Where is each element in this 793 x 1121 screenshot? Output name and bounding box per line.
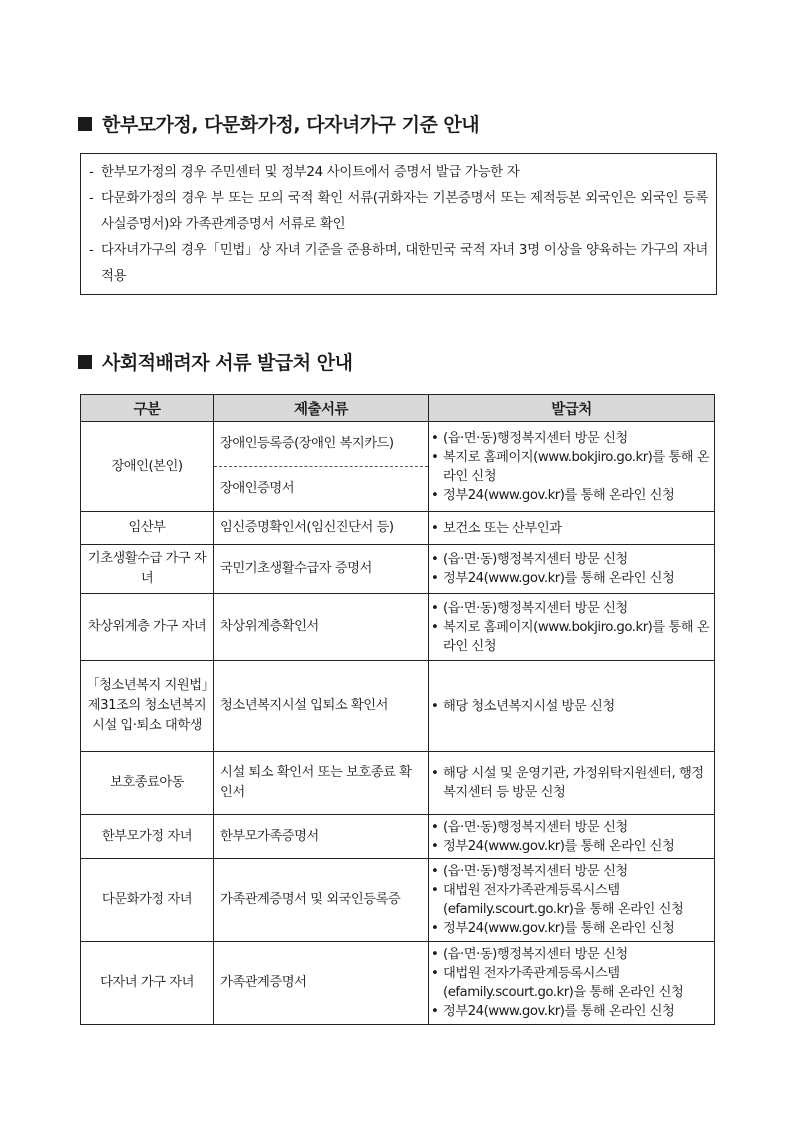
category-cell: 한부모가정 자녀 [81, 815, 214, 859]
issuer-cell [429, 942, 715, 1025]
issuer-item: • 정부24(www.gov.kr)를 통해 온라인 신청 [429, 837, 714, 856]
table-row [81, 815, 715, 859]
table-row [81, 661, 715, 752]
criteria-item: - 다자녀가구의 경우「민법」상 자녀 기준을 준용하며, 대한민국 국적 자녀 3명 이상을 양육하는 가구의 자녀 적용 [89, 243, 708, 284]
header-category: 구분 [81, 395, 214, 422]
issuer-cell [429, 422, 715, 512]
category-cell: 기초생활수급 가구 자녀 [81, 545, 214, 594]
table-row [81, 752, 715, 815]
square-bullet-icon [78, 117, 92, 131]
table-row [81, 512, 715, 545]
issuer-item: • (읍·면·동)행정복지센터 방문 신청 [429, 550, 714, 569]
issuer-item: • (읍·면·동)행정복지센터 방문 신청 [429, 945, 714, 964]
section-title-text: 한부모가정, 다문화가정, 다자녀가구 기준 안내 [102, 114, 480, 136]
issuer-item: • 정부24(www.gov.kr)를 통해 온라인 신청 [429, 919, 714, 938]
section-title-text: 사회적배려자 서류 발급처 안내 [102, 352, 353, 374]
document-cell: 가족관계증명서 [214, 942, 429, 1025]
issuer-item: • 복지로 홈페이지(www.bokjiro.go.kr)를 통해 온라인 신청 [429, 618, 714, 656]
issuer-cell [429, 752, 715, 815]
header-documents: 제출서류 [214, 395, 429, 422]
issuer-item: • (읍·면·동)행정복지센터 방문 신청 [429, 818, 714, 837]
issuer-item: • 해당 시설 및 운영기관, 가정위탁지원센터, 행정복지센터 등 방문 신청 [429, 764, 714, 802]
issuer-item: • 정부24(www.gov.kr)를 통해 온라인 신청 [429, 486, 714, 505]
document-cell: 장애인등록증(장애인 복지카드) [214, 422, 429, 467]
issuer-table [80, 394, 715, 1025]
issuer-item: • 복지로 홈페이지(www.bokjiro.go.kr)를 통해 온라인 신청 [429, 448, 714, 486]
table-row [81, 594, 715, 661]
category-cell: 다자녀 가구 자녀 [81, 942, 214, 1025]
document-cell: 임신증명확인서(임신진단서 등) [214, 512, 429, 545]
header-issuer: 발급처 [429, 395, 715, 422]
document-cell: 차상위계층확인서 [214, 594, 429, 661]
document-cell: 한부모가족증명서 [214, 815, 429, 859]
document-cell: 가족관계증명서 및 외국인등록증 [214, 859, 429, 942]
category-cell: 장애인(본인) [81, 422, 214, 512]
document-cell: 장애인증명서 [214, 467, 429, 512]
issuer-item: • (읍·면·동)행정복지센터 방문 신청 [429, 429, 714, 448]
issuer-item: • (읍·면·동)행정복지센터 방문 신청 [429, 599, 714, 618]
criteria-box [80, 153, 717, 295]
issuer-cell [429, 661, 715, 752]
issuer-cell [429, 594, 715, 661]
issuer-item: • 해당 청소년복지시설 방문 신청 [429, 697, 714, 716]
category-cell: 임산부 [81, 512, 214, 545]
section-title-household-criteria [78, 110, 479, 137]
category-cell: 다문화가정 자녀 [81, 859, 214, 942]
square-bullet-icon [78, 355, 92, 369]
category-cell: 「청소년복지 지원법」제31조의 청소년복지시설 입·퇴소 대학생 [81, 661, 214, 752]
table-row [81, 422, 715, 467]
issuer-item: • (읍·면·동)행정복지센터 방문 신청 [429, 862, 714, 881]
issuer-item: • 정부24(www.gov.kr)를 통해 온라인 신청 [429, 569, 714, 588]
criteria-item: - 다문화가정의 경우 부 또는 모의 국적 확인 서류(귀화자는 기본증명서 또는 제적등본 외국인은 외국인 등록사실증명서)와 가족관계증명서 서류로 확인 [89, 191, 708, 232]
document-cell: 국민기초생활수급자 증명서 [214, 545, 429, 594]
issuer-item: • 대법원 전자가족관계등록시스템 (efamily.scourt.go.kr)을 통해 온라인 신청 [429, 964, 714, 1002]
issuer-item: • 정부24(www.gov.kr)를 통해 온라인 신청 [429, 1002, 714, 1021]
category-cell: 차상위계층 가구 자녀 [81, 594, 214, 661]
table-row [81, 859, 715, 942]
issuer-item: • 대법원 전자가족관계등록시스템 (efamily.scourt.go.kr)을 통해 온라인 신청 [429, 881, 714, 919]
document-cell: 시설 퇴소 확인서 또는 보호종료 확인서 [214, 752, 429, 815]
category-cell: 보호종료아동 [81, 752, 214, 815]
table-row [81, 545, 715, 594]
table-header-row [81, 395, 715, 422]
table-row [81, 942, 715, 1025]
section-title-document-issuers [78, 348, 352, 375]
issuer-cell [429, 512, 715, 545]
issuer-cell [429, 815, 715, 859]
criteria-item: - 한부모가정의 경우 주민센터 및 정부24 사이트에서 증명서 발급 가능한 자 [89, 165, 520, 180]
issuer-cell [429, 545, 715, 594]
issuer-cell [429, 859, 715, 942]
issuer-item: • 보건소 또는 산부인과 [429, 519, 714, 538]
document-cell: 청소년복지시설 입퇴소 확인서 [214, 661, 429, 752]
